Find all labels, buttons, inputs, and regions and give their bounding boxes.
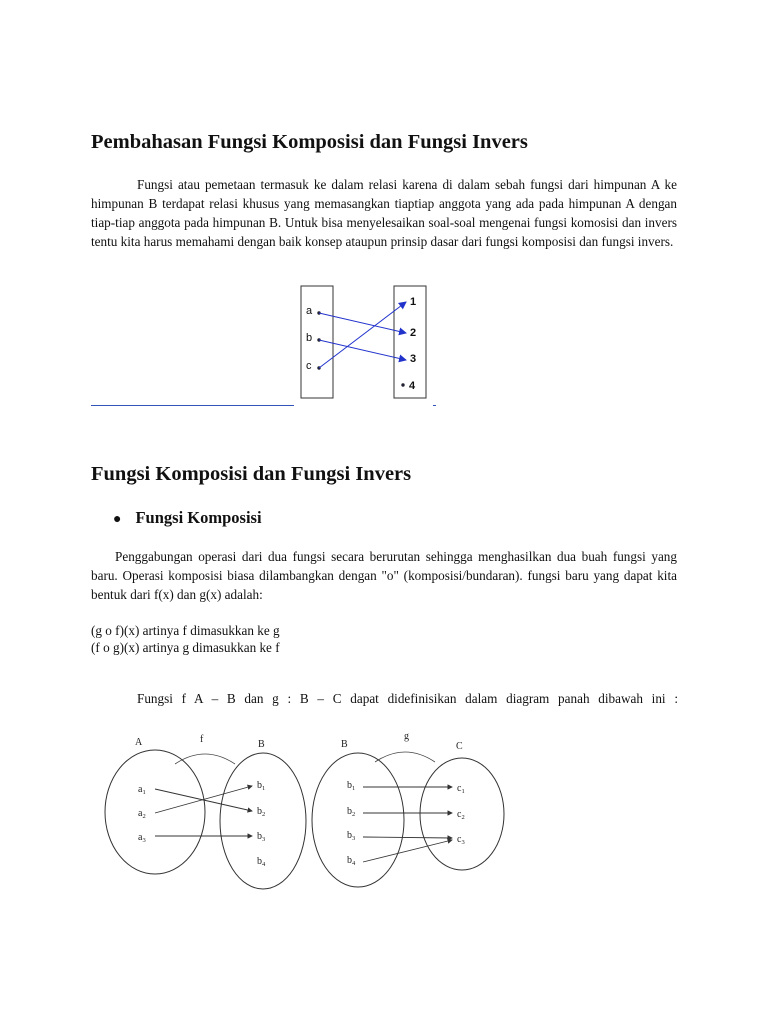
codomain-point xyxy=(401,383,404,386)
set-a-element: $a_1$ xyxy=(138,784,146,796)
bullet-heading-text: Fungsi Komposisi xyxy=(135,508,262,527)
set-b-element: $b_1$ xyxy=(257,780,266,792)
set-b2-ellipse xyxy=(312,753,404,887)
codomain-element: 4 xyxy=(409,380,416,392)
set-a-ellipse xyxy=(105,750,205,874)
section-title-pembahasan: Pembahasan Fungsi Komposisi dan Fungsi Invers xyxy=(91,131,528,153)
codomain-element: 1 xyxy=(410,296,417,308)
composition-diagram xyxy=(100,728,520,893)
map-g-label: g xyxy=(404,731,409,742)
set-b2-element: $b_2$ xyxy=(347,806,356,818)
g-arrow xyxy=(363,837,452,838)
set-b-element: $b_2$ xyxy=(257,806,266,818)
f-arrow xyxy=(155,786,252,813)
set-b2-element: $b_1$ xyxy=(347,780,356,792)
link-underline xyxy=(433,405,436,406)
set-a-element: $a_2$ xyxy=(138,808,146,820)
g-arrow xyxy=(363,840,452,862)
komposisi-paragraph: Penggabungan operasi dari dua fungsi secara berurutan sehingga menghasilkan dua buah fungsi yang baru. Operasi komposisi biasa dilambangkan dengan "o" (komposisi/bundaran). fungsi baru yang dapat kita bentuk dari f(x) dan g(x) adalah: xyxy=(91,549,677,602)
set-c-element: $c_1$ xyxy=(457,783,465,795)
relation-diagram xyxy=(290,280,450,405)
domain-element: b xyxy=(306,332,313,344)
domain-element: c xyxy=(306,360,312,372)
map-f-arc xyxy=(175,754,235,764)
set-c-label: C xyxy=(456,741,463,752)
set-b2-label: B xyxy=(341,739,348,750)
definition-fog: (f o g)(x) artinya g dimasukkan ke f xyxy=(91,640,280,655)
set-c-element: $c_3$ xyxy=(457,834,465,846)
definition-gof: (g o f)(x) artinya f dimasukkan ke g xyxy=(91,623,280,638)
set-b2-element: $b_3$ xyxy=(347,830,356,842)
set-b-ellipse xyxy=(220,753,306,889)
set-a-element: $a_3$ xyxy=(138,832,146,844)
map-f-label: f xyxy=(200,734,204,745)
set-c-element: $c_2$ xyxy=(457,809,465,821)
f-arrow xyxy=(155,789,252,811)
codomain-element: 3 xyxy=(410,353,417,365)
link-underline xyxy=(91,405,294,406)
intro-paragraph: Fungsi atau pemetaan termasuk ke dalam relasi karena di dalam sebah fungsi dari himpunan A ke himpunan B terdapat relasi khusus yang memasangkan tiaptiap anggota yang ada pada himpunan A dengan tiap-tiap anggota pada himpunan B. Untuk bisa menyelesaikan soal-soal mengenai fungsi komosisi dan invers tentu kita harus memahami dengan baik konsep ataupun prinsip dasar dari fungsi komposisi dan fungsi invers. xyxy=(91,177,677,249)
bullet-heading xyxy=(113,508,262,528)
diagram-intro: Fungsi f A – B dan g : B – C dapat didefinisikan dalam diagram panah dibawah ini : xyxy=(137,691,678,706)
set-b-element: $b_4$ xyxy=(257,856,266,868)
map-g-arc xyxy=(375,752,435,762)
section-title-fungsi: Fungsi Komposisi dan Fungsi Invers xyxy=(91,463,412,485)
domain-element: a xyxy=(306,305,313,317)
set-b2-element: $b_4$ xyxy=(347,855,356,867)
set-b-element: $b_3$ xyxy=(257,831,266,843)
codomain-element: 2 xyxy=(410,327,417,339)
set-b-label: B xyxy=(258,739,265,750)
set-a-label: A xyxy=(135,737,143,748)
bullet-icon: ● xyxy=(113,512,122,527)
